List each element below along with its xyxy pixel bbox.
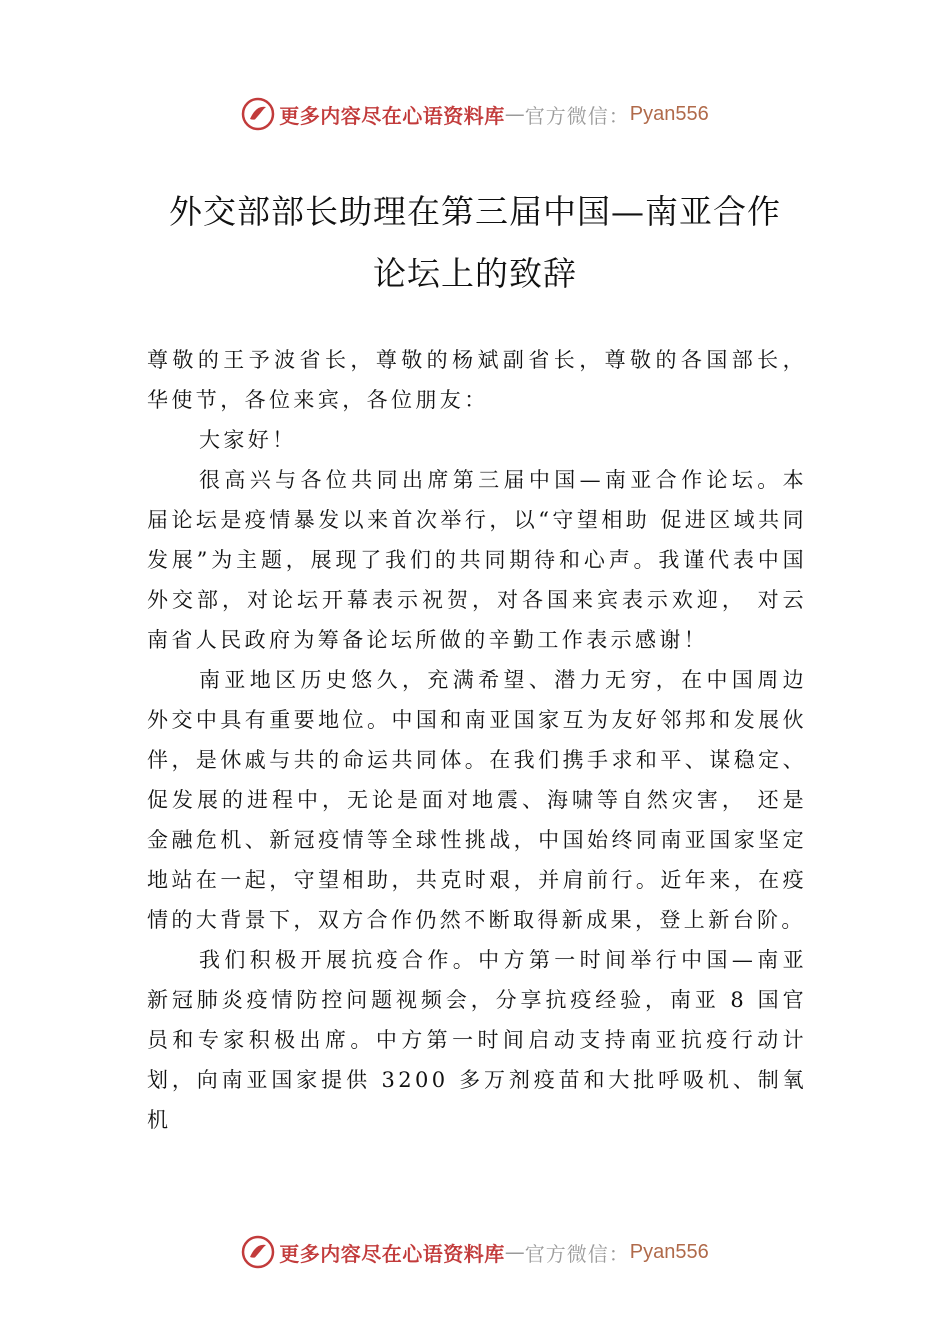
document-body bbox=[147, 340, 807, 1140]
watermark-wechat-id: Pyan556 bbox=[629, 1240, 709, 1263]
body-paragraph: 我们积极开展抗疫合作。中方第一时间举行中国—南亚新冠肺炎疫情防控问题视频会，分享抗疫经验，南亚 8 国官员和专家积极出席。中方第一时间启动支持南亚抗疫行动计划，向南亚国家提供 3200 多万剂疫苗和大批呼吸机、制氧机 bbox=[147, 948, 807, 1132]
body-paragraph: 很高兴与各位共同出席第三届中国—南亚合作论坛。本届论坛是疫情暴发以来首次举行，以“守望相助 促进区域共同发展”为主题，展现了我们的共同期待和心声。我谨代表中国外交部，对论坛开幕表示祝贺，对各国来宾表示欢迎， 对云南省人民政府为筹备论坛所做的辛勤工作表示感谢！ bbox=[147, 468, 807, 652]
document-title-line2: 论坛上的致辞 bbox=[373, 254, 577, 293]
greeting-paragraph: 大家好！ bbox=[199, 428, 297, 452]
watermark-dash: — bbox=[504, 102, 525, 126]
brand-logo-icon bbox=[241, 1235, 275, 1269]
document-title-line1: 外交部部长助理在第三届中国—南亚合作 bbox=[169, 192, 781, 231]
salutation-paragraph: 尊敬的王予波省长，尊敬的杨斌副省长，尊敬的各国部长， 华使节，各位来宾，各位朋友： bbox=[147, 348, 807, 412]
watermark-wechat-id: Pyan556 bbox=[629, 102, 709, 125]
watermark-brand-text: 更多内容尽在心语资料库 bbox=[279, 1241, 505, 1266]
watermark-wechat-label: 官方微信： bbox=[524, 103, 630, 128]
footer-watermark bbox=[0, 1234, 950, 1270]
brand-logo-icon bbox=[241, 97, 275, 131]
body-paragraph: 南亚地区历史悠久，充满希望、潜力无穷，在中国周边外交中具有重要地位。中国和南亚国家互为友好邻邦和发展伙伴，是休戚与共的命运共同体。在我们携手求和平、谋稳定、促发展的进程中，无论是面对地震、海啸等自然灾害， 还是金融危机、新冠疫情等全球性挑战，中国始终同南亚国家坚定地站在一起，守望相助，共克时艰，并肩前行。近年来，在疫情的大背景下，双方合作仍然不断取得新成果，登上新台阶。 bbox=[147, 668, 807, 932]
watermark-brand-text: 更多内容尽在心语资料库 bbox=[279, 103, 505, 128]
watermark-dash: — bbox=[504, 1240, 525, 1264]
header-watermark bbox=[0, 96, 950, 132]
watermark-wechat-label: 官方微信： bbox=[524, 1241, 630, 1266]
